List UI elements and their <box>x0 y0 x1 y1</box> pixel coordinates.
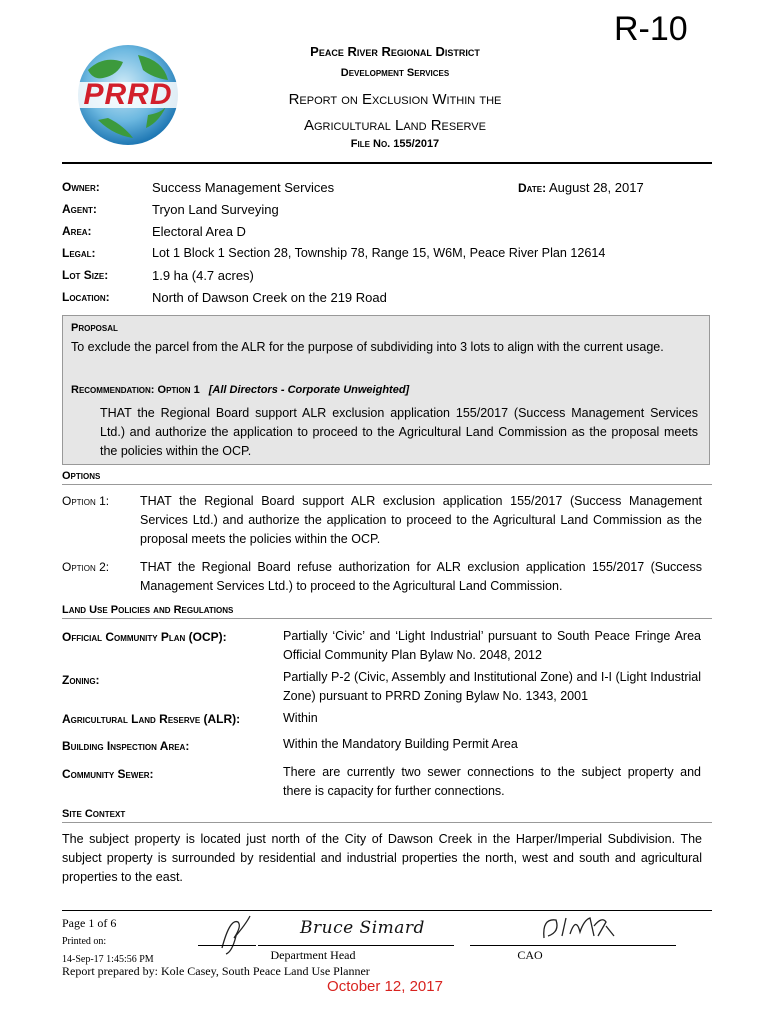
owner-value: Success Management Services <box>152 180 335 195</box>
cao-caption: CAO <box>517 948 543 962</box>
header-rule <box>62 162 712 164</box>
community-sewer-label: Community Sewer: <box>62 767 154 781</box>
lot-size-value: 1.9 ha (4.7 acres) <box>152 268 254 283</box>
owner-label: Owner: <box>62 180 100 194</box>
proposal-box <box>62 315 710 465</box>
report-title-line1: Report on Exclusion Within the <box>288 91 502 108</box>
alr-label: Agricultural Land Reserve (ALR): <box>62 712 241 726</box>
dept-head-signature: Bruce Simard <box>300 918 425 938</box>
report-stamp: R-10 <box>614 10 688 48</box>
ocp-label: Official Community Plan (OCP): <box>62 630 227 644</box>
zoning-label: Zoning: <box>62 673 100 687</box>
proposal-heading: Proposal <box>71 322 118 334</box>
option1-text: THAT the Regional Board support ALR exclusion application 155/2017 (Success Management Services Ltd.) and authorize the application to proceed to the Agricultural Land Commission as the proposal meets the policies within the OCP. <box>140 494 702 546</box>
location-value: North of Dawson Creek on the 219 Road <box>152 290 387 305</box>
prepared-by: Report prepared by: Kole Casey, South Peace Land Use Planner <box>62 964 370 978</box>
recommendation-label: Recommendation: Option 1 <box>71 384 200 396</box>
prrd-logo <box>68 40 188 150</box>
initials-line <box>198 945 256 946</box>
footer-rule <box>62 910 712 911</box>
cao-signature <box>536 912 616 953</box>
recommendation-text: THAT the Regional Board support ALR exclusion application 155/2017 (Success Management Services Ltd.) and authorize the application to proceed to the Agricultural Land Commission as the proposal meets the policies within the OCP. <box>100 406 698 458</box>
recommendation-line <box>71 384 409 396</box>
community-sewer-value: There are currently two sewer connections to the subject property and there is capacity for further connections. <box>283 765 701 798</box>
date-value: August 28, 2017 <box>548 180 644 195</box>
file-number: File No. 155/2017 <box>350 138 440 150</box>
dept-name: Development Services <box>340 67 450 79</box>
legal-value: Lot 1 Block 1 Section 28, Township 78, Range 15, W6M, Peace River Plan 12614 <box>152 246 606 260</box>
agent-value: Tryon Land Surveying <box>152 202 279 217</box>
site-context-text: The subject property is located just north of the City of Dawson Creek in the Harper/Imperial Subdivision. The subject property is surrounded by residential and industrial properties the north, west and south and agricultural properties to the east. <box>62 832 702 884</box>
page-number: Page 1 of 6 <box>62 916 117 930</box>
legal-label: Legal: <box>62 246 96 260</box>
option1-label: Option 1: <box>62 494 110 508</box>
option2-text: THAT the Regional Board refuse authorization for ALR exclusion application 155/2017 (Success Management Services Ltd.) to proceed to the Agricultural Land Commission. <box>140 560 702 593</box>
logo-text: PRRD <box>83 78 173 111</box>
site-context-heading: Site Context <box>62 808 712 823</box>
proposal-text: To exclude the parcel from the ALR for the purpose of subdividing into 3 lots to align with the current usage. <box>71 340 664 354</box>
building-inspection-label: Building Inspection Area: <box>62 739 190 753</box>
date-label: Date: <box>518 181 547 195</box>
options-heading: Options <box>62 470 712 485</box>
alr-value: Within <box>283 711 318 725</box>
option2-label: Option 2: <box>62 560 110 574</box>
area-label: Area: <box>62 224 92 238</box>
dept-head-caption: Department Head <box>270 948 356 962</box>
area-value: Electoral Area D <box>152 224 246 239</box>
org-name: Peace River Regional District <box>310 44 480 59</box>
agent-label: Agent: <box>62 202 97 216</box>
zoning-value: Partially P-2 (Civic, Assembly and Institutional Zone) and I-I (Light Industrial Zone) pursuant to PRRD Zoning Bylaw No. 1343, 2001 <box>283 670 701 703</box>
meeting-date: October 12, 2017 <box>327 978 443 995</box>
printed-timestamp: 14-Sep-17 1:45:56 PM <box>62 954 154 965</box>
recommendation-note: [All Directors - Corporate Unweighted] <box>208 384 410 396</box>
initials-signature <box>212 912 262 961</box>
cao-line <box>470 945 676 946</box>
building-inspection-value: Within the Mandatory Building Permit Area <box>283 737 518 751</box>
dept-head-line <box>258 945 454 946</box>
report-title-line2: Agricultural Land Reserve <box>304 117 486 134</box>
printed-label: Printed on: <box>62 936 107 947</box>
lot-size-label: Lot Size: <box>62 268 109 282</box>
land-use-heading: Land Use Policies and Regulations <box>62 604 712 619</box>
location-label: Location: <box>62 290 110 304</box>
ocp-value: Partially ‘Civic’ and ‘Light Industrial’ pursuant to South Peace Fringe Area Official Community Plan Bylaw No. 2048, 2012 <box>283 629 701 662</box>
